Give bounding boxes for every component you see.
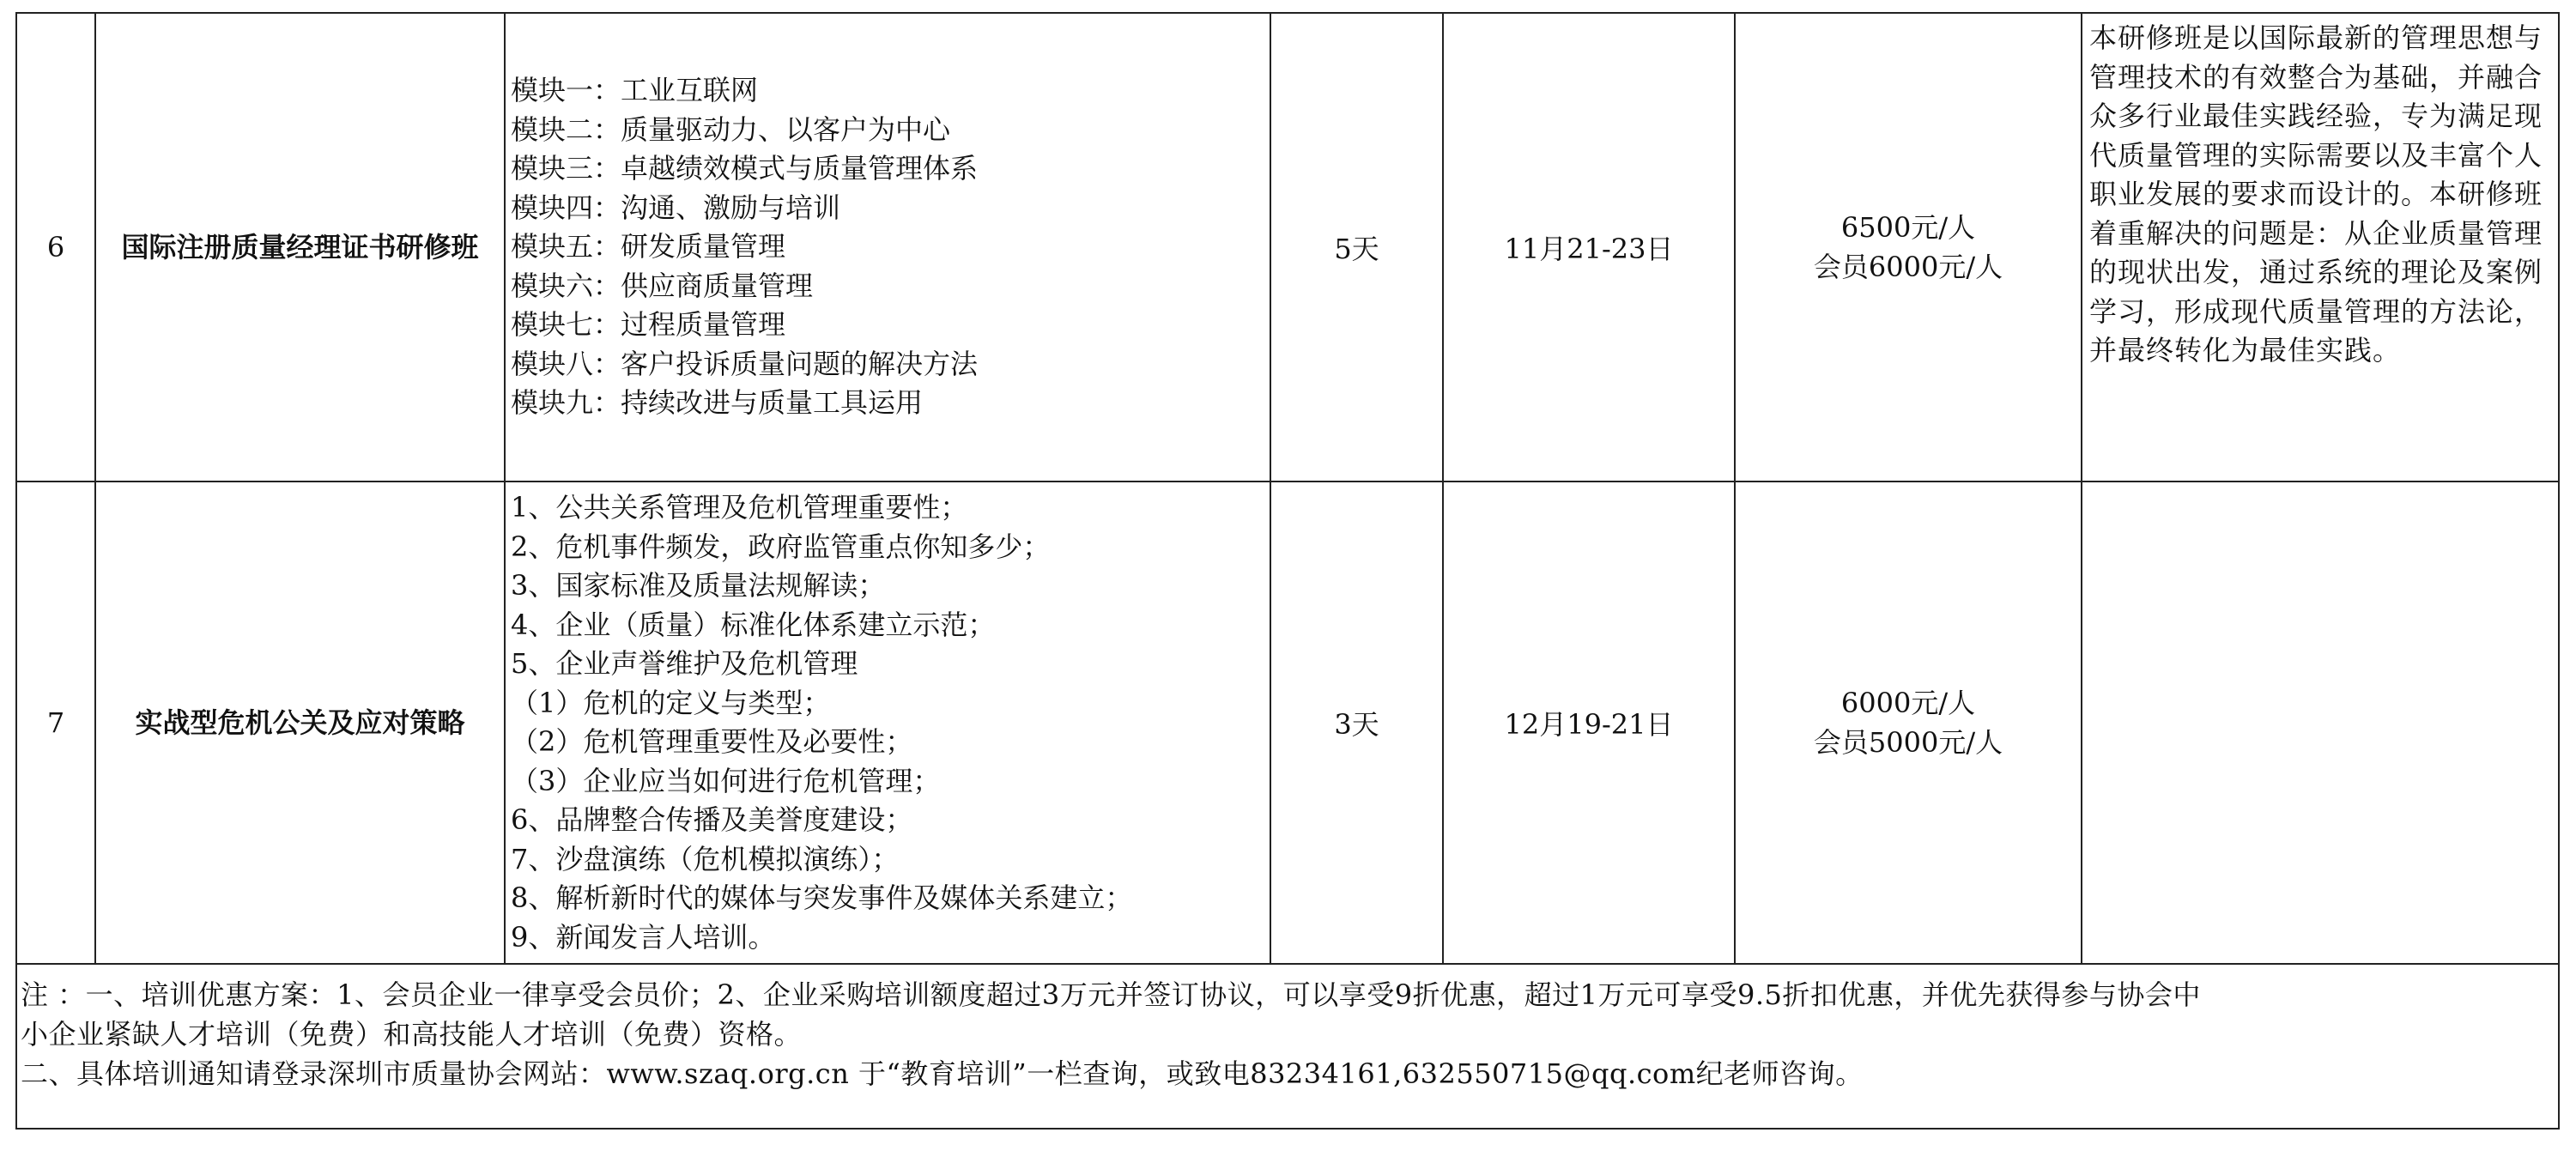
member-price: 会员5000元/人 (1813, 726, 2003, 759)
module-line: （2）危机管理重要性及必要性； (511, 725, 913, 758)
module-line: （1）危机的定义与类型； (511, 686, 831, 719)
module-line: 3、国家标准及质量法规解读； (511, 569, 886, 602)
note-line: 注 ：一、培训优惠方案：1、会员企业一律享受会员价；2、企业采购培训额度超过3万元并签订协议，可以享受9折优惠，超过1万元可享受9.5折扣优惠，并优先获得参与协会中 (21, 978, 2201, 1011)
module-line: 模块九：持续改进与质量工具运用 (511, 386, 924, 420)
row-number: 6 (16, 13, 95, 482)
course-description: 本研修班是以国际最新的管理思想与管理技术的有效整合为基础，并融合众多行业最佳实践经验，专为满足现代质量管理的实际需要以及丰富个人职业发展的要求而设计的。本研修班着重解决的问题是：从企业质量管理的现状出发，通过系统的理论及案例学习，形成现代质量管理的方法论，并最终转化为最佳实践。 (2082, 13, 2559, 482)
module-line: 5、企业声誉维护及危机管理 (511, 647, 858, 680)
module-line: 模块一：工业互联网 (511, 74, 759, 107)
row-number: 7 (16, 482, 95, 964)
module-line: 模块三：卓越绩效模式与质量管理体系 (511, 152, 979, 185)
module-line: 模块八：客户投诉质量问题的解决方法 (511, 347, 979, 380)
module-line: 9、新闻发言人培训。 (511, 920, 776, 954)
module-line: 2、危机事件频发，政府监管重点你知多少； (511, 530, 1051, 563)
training-note (16, 964, 2559, 1129)
course-date: 12月19-21日 (1443, 482, 1735, 964)
course-modules (505, 13, 1270, 482)
course-date: 11月21-23日 (1443, 13, 1735, 482)
training-schedule-table (15, 12, 2560, 1130)
module-line: 模块七：过程质量管理 (511, 308, 786, 342)
module-line: 4、企业（质量）标准化体系建立示范； (511, 608, 996, 641)
module-line: 1、公共关系管理及危机管理重要性； (511, 491, 968, 524)
course-price (1735, 13, 2082, 482)
note-row (16, 964, 2559, 1129)
course-duration: 3天 (1270, 482, 1443, 964)
course-description (2082, 482, 2559, 964)
course-duration: 5天 (1270, 13, 1443, 482)
price: 6000元/人 (1840, 687, 1976, 719)
module-line: 模块五：研发质量管理 (511, 230, 786, 263)
course-name: 实战型危机公关及应对策略 (95, 482, 505, 964)
course-price (1735, 482, 2082, 964)
module-line: 模块六：供应商质量管理 (511, 269, 814, 302)
module-line: 6、品牌整合传播及美誉度建设； (511, 803, 913, 836)
note-line: 二、具体培训通知请登录深圳市质量协会网站：www.szaq.org.cn 于“教育培训”一栏查询，或致电83234161,632550715@qq.com纪老师咨询。 (21, 1057, 1864, 1090)
module-line: （3）企业应当如何进行危机管理； (511, 764, 941, 797)
module-line: 7、沙盘演练（危机模拟演练）； (511, 842, 900, 875)
price: 6500元/人 (1840, 211, 1976, 244)
module-line: 模块二：质量驱动力、以客户为中心 (511, 112, 951, 146)
course-modules (505, 482, 1270, 964)
member-price: 会员6000元/人 (1813, 251, 2003, 283)
course-name: 国际注册质量经理证书研修班 (95, 13, 505, 482)
module-line: 8、解析新时代的媒体与突发事件及媒体关系建立； (511, 881, 1133, 914)
table-row (16, 13, 2559, 482)
table-row (16, 482, 2559, 964)
module-line: 模块四：沟通、激励与培训 (511, 191, 841, 224)
note-line: 小企业紧缺人才培训（免费）和高技能人才培训（免费）资格。 (21, 1018, 803, 1051)
